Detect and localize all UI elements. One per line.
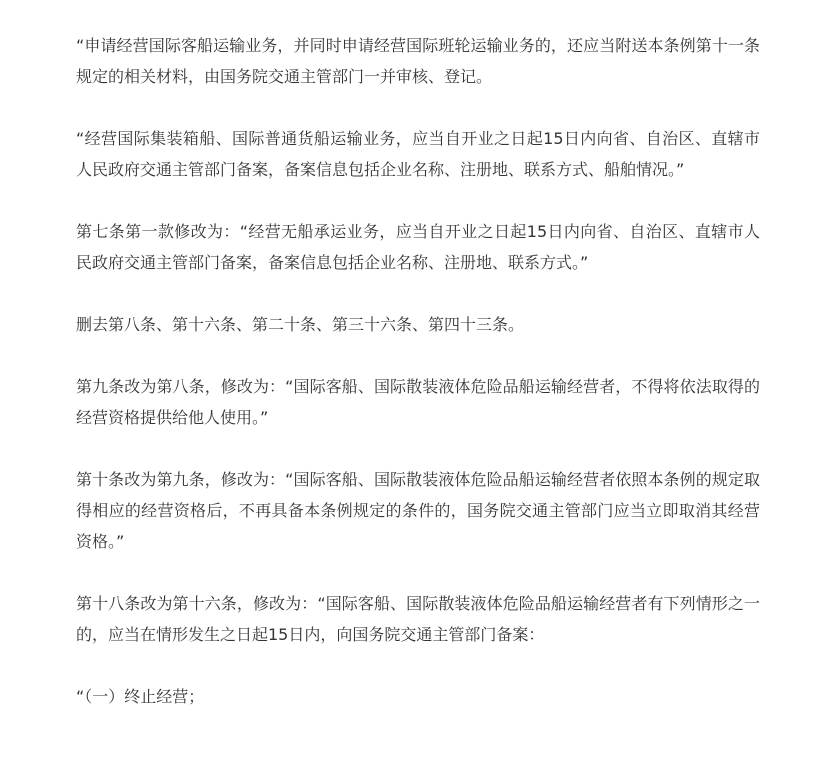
article-body xyxy=(76,30,760,743)
paragraph-6: 第十条改为第九条，修改为：“国际客船、国际散装液体危险品船运输经营者依照本条例的规定取得相应的经营资格后，不再具备本条例规定的条件的，国务院交通主管部门应当立即取消其经营资格。” xyxy=(76,470,760,551)
paragraph-8: “（一）终止经营； xyxy=(76,687,205,706)
paragraph-3: 第七条第一款修改为：“经营无船承运业务，应当自开业之日起15日内向省、自治区、直辖市人民政府交通主管部门备案，备案信息包括企业名称、注册地、联系方式。” xyxy=(76,222,760,272)
paragraph-1: “申请经营国际客船运输业务，并同时申请经营国际班轮运输业务的，还应当附送本条例第十一条规定的相关材料，由国务院交通主管部门一并审核、登记。 xyxy=(76,36,760,86)
paragraph-4: 删去第八条、第十六条、第二十条、第三十六条、第四十三条。 xyxy=(76,315,525,334)
paragraph-2: “经营国际集装箱船、国际普通货船运输业务，应当自开业之日起15日内向省、自治区、直辖市人民政府交通主管部门备案，备案信息包括企业名称、注册地、联系方式、船舶情况。” xyxy=(76,129,760,179)
paragraph-7: 第十八条改为第十六条，修改为：“国际客船、国际散装液体危险品船运输经营者有下列情形之一的，应当在情形发生之日起15日内，向国务院交通主管部门备案： xyxy=(76,594,760,644)
paragraph-5: 第九条改为第八条，修改为：“国际客船、国际散装液体危险品船运输经营者，不得将依法取得的经营资格提供给他人使用。” xyxy=(76,377,760,427)
